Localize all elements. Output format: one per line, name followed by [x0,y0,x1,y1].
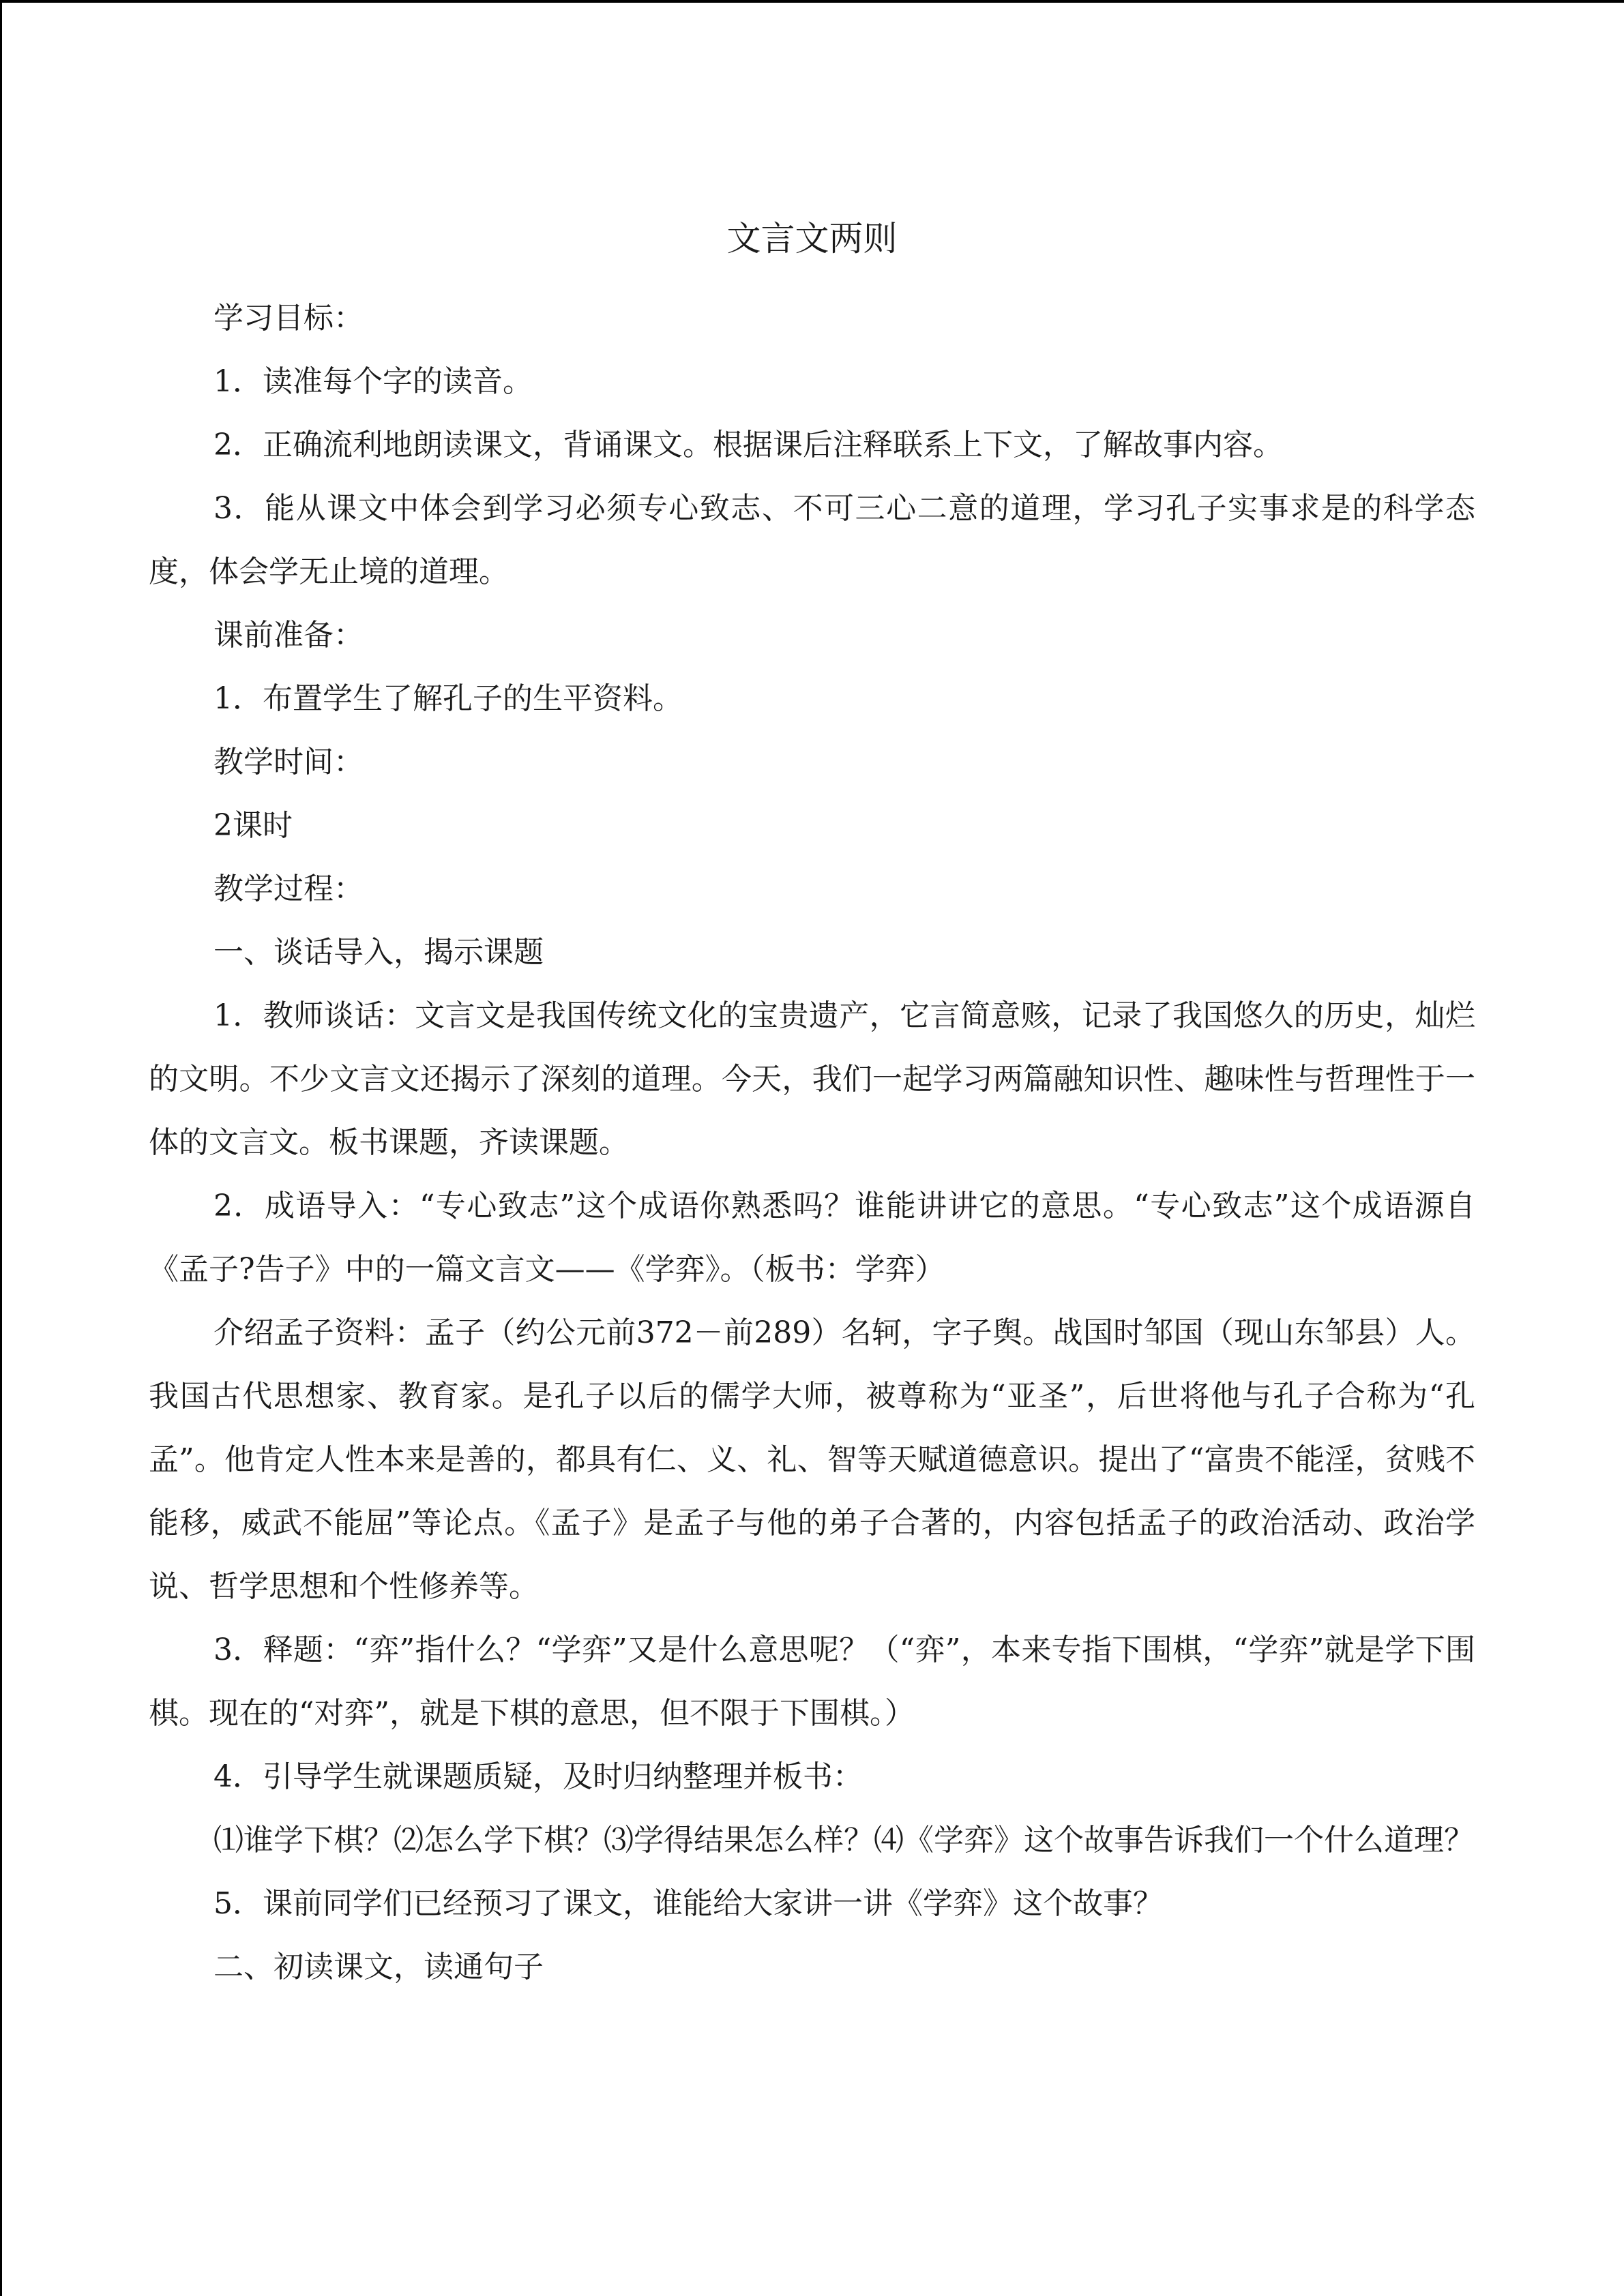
paragraph-goal-3: 3．能从课文中体会到学习必须专心致志、不可三心二意的道理，学习孔子实事求是的科学态度，体会学无止境的道理。 [149,491,1475,589]
paragraph-goal-1: 1．读准每个字的读音。 [213,364,533,399]
paragraph-step-3: 3．释题：“弈”指什么？“学弈”又是什么意思呢？（“弈”，本来专指下围棋，“学弈”就是学下围棋。现在的“对弈”，就是下棋的意思，但不限于下围棋。） [149,1632,1475,1731]
paragraph-step-4: 4．引导学生就课题质疑，及时归纳整理并板书： [213,1759,863,1794]
left-border [0,0,2,2296]
paragraph-preparation-heading: 课前准备： [213,618,364,653]
paragraph-goal-2: 2．正确流利地朗读课文，背诵课文。根据课后注释联系上下文，了解故事内容。 [213,428,1283,462]
paragraph-teaching-time-heading: 教学时间： [213,745,364,779]
document-body [149,286,1475,1999]
paragraph-preparation-1: 1．布置学生了解孔子的生平资料。 [213,681,683,716]
paragraph-mencius-intro: 介绍孟子资料：孟子（约公元前372－前289）名轲，字子舆。战国时邹国（现山东邹县）人。我国古代思想家、教育家。是孔子以后的儒学大师，被尊称为“亚圣”，后世将他与孔子合称为“孔孟”。他肯定人性本来是善的，都具有仁、义、礼、智等天赋道德意识。提出了“富贵不能淫，贫贱不能移，威武不能屈”等论点。《孟子》是孟子与他的弟子合著的，内容包括孟子的政治活动、政治学说、哲学思想和个性修养等。 [149,1315,1475,1604]
paragraph-process-heading: 教学过程： [213,871,364,906]
document-title: 文言文两则 [726,219,898,258]
paragraph-step-1: 1．教师谈话：文言文是我国传统文化的宝贵遗产，它言简意赅，记录了我国悠久的历史，灿烂的文明。不少文言文还揭示了深刻的道理。今天，我们一起学习两篇融知识性、趣味性与哲理性于一体的文言文。板书课题，齐读课题。 [149,998,1475,1160]
top-border [0,0,1624,3]
paragraph-questions: ⑴谁学下棋？⑵怎么学下棋？⑶学得结果怎么样？⑷《学弈》这个故事告诉我们一个什么道理？ [213,1823,1474,1858]
paragraph-step-2: 2．成语导入：“专心致志”这个成语你熟悉吗？谁能讲讲它的意思。“专心致志”这个成语源自《孟子?告子》中的一篇文言文——《学弈》。（板书：学弈） [149,1189,1475,1287]
paragraph-section-1-heading: 一、谈话导入，揭示课题 [213,935,544,970]
paragraph-step-5: 5．课前同学们已经预习了课文，谁能给大家讲一讲《学弈》这个故事？ [213,1886,1163,1921]
paragraph-teaching-time: 2课时 [213,808,293,843]
paragraph-section-2-heading: 二、初读课文，读通句子 [213,1950,544,1984]
paragraph-learning-goals-heading: 学习目标： [213,301,364,336]
